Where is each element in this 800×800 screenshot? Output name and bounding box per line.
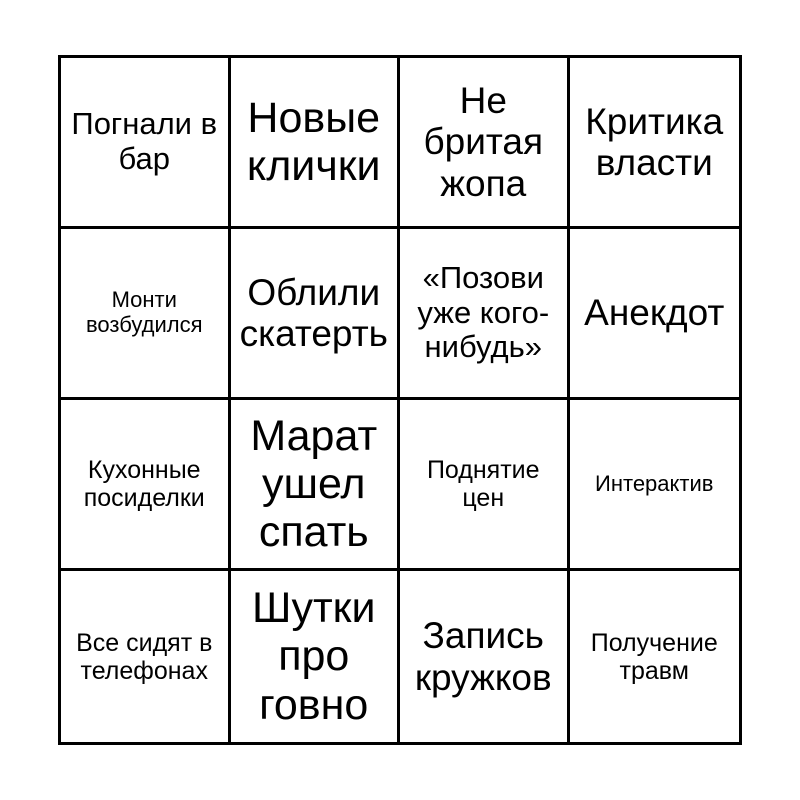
- bingo-cell[interactable]: Получение травм: [590, 628, 718, 685]
- bingo-cell[interactable]: Монти возбудился: [61, 229, 231, 400]
- bingo-cell[interactable]: Погнали в бар: [61, 58, 231, 229]
- bingo-cell[interactable]: Интерактив: [570, 400, 740, 571]
- bingo-cell[interactable]: Поднятие цен: [400, 400, 570, 571]
- bingo-cell[interactable]: Критика власти: [570, 58, 740, 229]
- bingo-cell[interactable]: Облили скатерть: [231, 229, 401, 400]
- bingo-cell[interactable]: «Позови уже кого-нибудь»: [400, 229, 570, 400]
- bingo-cell[interactable]: Не бритая жопа: [400, 58, 570, 229]
- bingo-cell[interactable]: Марат ушел спать: [231, 400, 401, 571]
- bingo-cell[interactable]: Новые клички: [231, 58, 401, 229]
- bingo-cell[interactable]: Шутки про говно: [231, 571, 401, 742]
- bingo-cell[interactable]: Запись кружков: [400, 571, 570, 742]
- bingo-cell[interactable]: Все сидят в телефонах: [61, 571, 231, 742]
- bingo-card: [58, 55, 742, 745]
- bingo-cell[interactable]: Анекдот: [570, 229, 740, 400]
- bingo-cell[interactable]: Кухонные посиделки: [61, 400, 231, 571]
